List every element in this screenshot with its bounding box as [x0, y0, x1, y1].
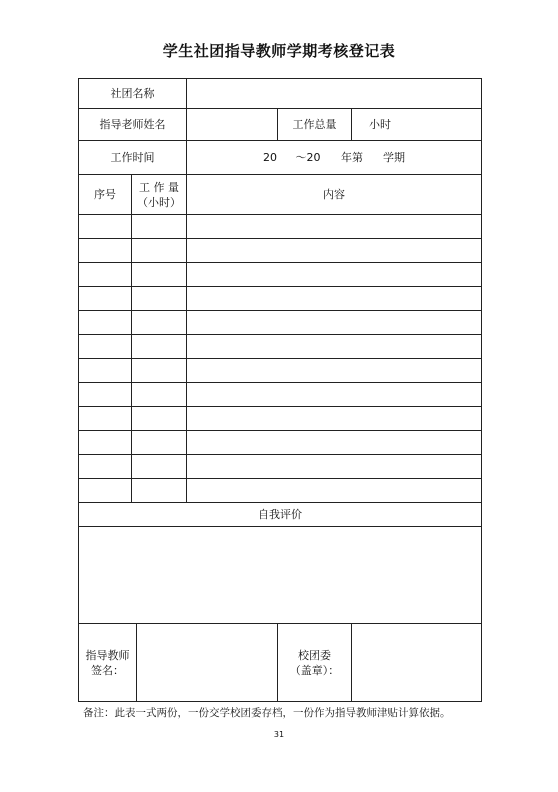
work-time-term-word: 学期	[383, 151, 405, 164]
work-time-label: 工作时间	[110, 151, 155, 164]
club-name-field	[187, 79, 481, 108]
work-time-year-from: 20	[263, 151, 277, 164]
col-header-hours-line2: （小时）	[137, 195, 181, 209]
col-header-hours-line1: 工 作 量	[139, 180, 179, 194]
committee-seal-field	[352, 624, 481, 701]
teacher-signature-line1: 指导教师	[85, 648, 130, 662]
page-title: 学生社团指导教师学期考核登记表	[162, 42, 396, 60]
workload-unit: 小时	[369, 118, 391, 131]
col-header-content: 内容	[323, 188, 345, 201]
self-evaluation-label: 自我评价	[258, 508, 302, 521]
teacher-signature-line2: 签名：	[91, 663, 124, 677]
teacher-signature-label	[79, 624, 136, 701]
col-header-hours	[132, 175, 186, 214]
self-evaluation-field	[79, 527, 481, 623]
footnote: 备注：此表一式两份，一份交学校团委存档，一份作为指导教师津贴计算依据。	[83, 707, 451, 719]
work-time-year-to: ～20	[295, 151, 321, 164]
club-name-label: 社团名称	[110, 87, 155, 100]
committee-seal-line1: 校团委	[298, 648, 331, 662]
workload-total-label: 工作总量	[292, 118, 337, 131]
committee-seal-label	[278, 624, 351, 701]
committee-seal-line2: （盖章）：	[289, 663, 340, 677]
page-number: 31	[273, 730, 285, 739]
registration-form-table	[78, 78, 482, 702]
teacher-signature-field	[137, 624, 277, 701]
teacher-name-label: 指导老师姓名	[99, 118, 166, 131]
work-time-year-word: 年第	[341, 151, 363, 164]
teacher-name-field	[187, 109, 277, 140]
col-header-index: 序号	[94, 188, 116, 201]
